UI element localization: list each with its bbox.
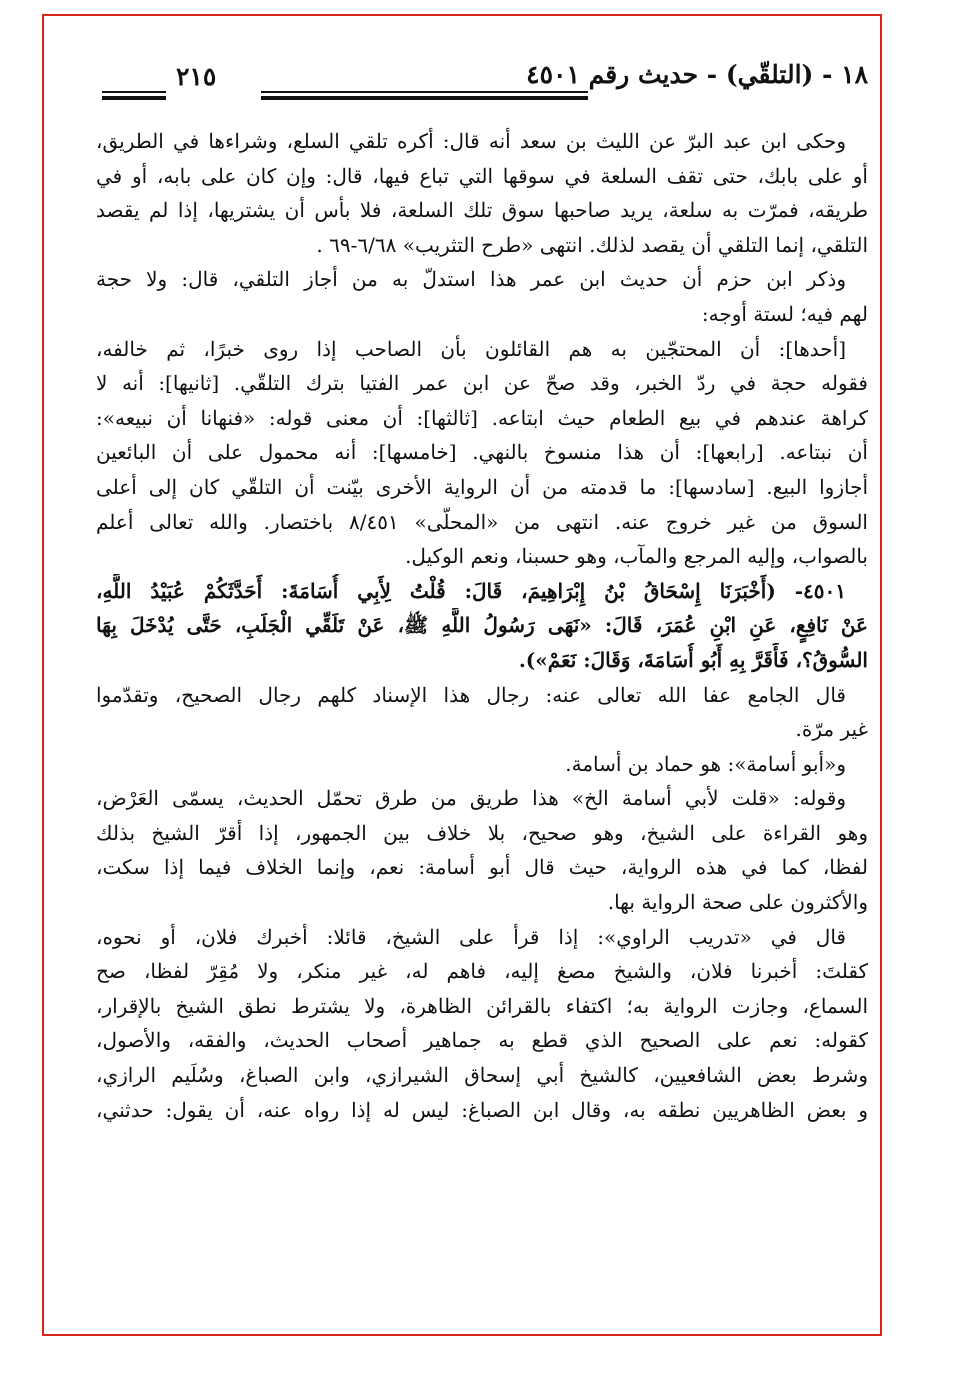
text-line: و«أبو أسامة»: هو حماد بن أسامة. (565, 751, 846, 776)
text-line: لهم فيه؛ لستة أوجه: (701, 301, 868, 326)
text-line: [أحدها]: أن المحتجّين به هم القائلون بأن الصاحب إذا روى خبرًا، ثم خالفه، (96, 336, 846, 361)
text-line: قال في «تدريب الراوي»: إذا قرأ على الشيخ، قائلا: أخبرك فلان، أو نحوه، (96, 924, 846, 949)
header-rule (261, 91, 588, 100)
text-line: التلقي، إنما التلقي أن يقصد لذلك. انتهى «طرح التثريب» ٦/٦٨-٦٩ . (316, 232, 868, 257)
page-number-rule (102, 91, 166, 100)
text-line: وهو القراءة على الشيخ، وهو صحيح، بلا خلاف بين الجمهور، إذا أقرّ الشيخ بذلك (96, 820, 868, 845)
text-line: لفظا، كما في هذه الرواية، حيث قال أبو أسامة: نعم، وإنما الخلاف فيما إذا سكت، (96, 855, 868, 880)
page-body (96, 124, 868, 1127)
text-line: وشرط بعض الشافعيين، كالشيخ أبي إسحاق الشيرازي، وابن الصباغ، وسُلَيم الرازي، (96, 1063, 868, 1088)
text-line: و بعض الظاهريين نطقه به، وقال ابن الصباغ: ليس له إذا رواه عنه، أن يقول: حدثني، (96, 1097, 868, 1122)
text-line: أجازوا البيع. [سادسها]: ما قدمته من أن الرواية الأخرى بيّنت أن التلقّي كان إلى أعلى (96, 474, 868, 499)
text-line: قال الجامع عفا الله تعالى عنه: رجال هذا الإسناد كلهم رجال الصحيح، وتقدّموا (96, 682, 846, 707)
hadith-line: عَنْ نَافِعٍ، عَنِ ابْنِ عُمَرَ، قَالَ: «نَهَى رَسُولُ اللَّهِ ﷺ، عَنْ تَلَقِّي الْجَلَبِ، حَتَّى يُدْخَلَ بِهَا (96, 613, 868, 638)
hadith-line: السُّوقُ؟، فَأَقَرَّ بِهِ أَبُو أُسَامَةَ، وَقَالَ: نَعَمْ»). (518, 647, 868, 672)
text-line: أو على بابك، حتى تقف السلعة في سوقها التي تباع فيها، قال: وإن كان على بابه، أو في (96, 163, 868, 188)
hadith-line: ٤٥٠١- (أَخْبَرَنَا إِسْحَاقُ بْنُ إِبْرَاهِيمَ، قَالَ: قُلْتُ لِأَبِي أُسَامَةَ: أَحَدَّثَكُمْ عُبَيْدُ اللَّهِ، (96, 578, 846, 603)
text-line: وذكر ابن حزم أن حديث ابن عمر هذا استدلّ به من أجاز التلقي، قال: ولا حجة (96, 267, 846, 292)
page-number: ٢١٥ (176, 62, 217, 91)
text-line: وقوله: «قلت لأبي أسامة الخ» هذا طريق من طرق تحمّل الحديث، يسمّى العَرْض، (96, 786, 846, 811)
text-line: والأكثرون على صحة الرواية بها. (607, 890, 868, 915)
text-line: كقلتَ: أخبرنا فلان، والشيخ مصغ إليه، فاهم له، غير منكر، ولا مُقِرّ لفظا، صح (96, 959, 868, 984)
text-line: فقوله حجة في ردّ الخبر، وقد صحّ عن ابن عمر الفتيا بترك التلقّي. [ثانيها]: أنه لا (96, 371, 868, 396)
text-line: أن نبتاعه. [رابعها]: أن هذا منسوخ بالنهي. [خامسها]: أنه محمول على أن البائعين (96, 440, 868, 465)
text-line: السوق من غير خروج عنه. انتهى من «المحلّى» ٨/٤٥١ باختصار. والله تعالى أعلم (96, 509, 868, 534)
text-line: كراهة عندهم في بيع الطعام حيث ابتاعه. [ثالثها]: أن معنى قوله: «فنهانا أن نبيعه»: (96, 405, 868, 430)
text-line: وحكى ابن عبد البرّ عن الليث بن سعد أنه قال: أكره تلقي السلع، وشراءها في الطريق، (96, 129, 846, 153)
book-page (96, 52, 868, 1324)
text-line: بالصواب، وإليه المرجع والمآب، وهو حسبنا، ونعم الوكيل. (405, 544, 868, 569)
text-line: كقوله: نعم على الصحيح الذي قطع به جماهير أصحاب الحديث، والفقه، والأصول، (96, 1028, 868, 1053)
text-line: طريقه، فمرّت به سلعة، يريد صاحبها سوق تلك السلعة، فلا بأس أن يشتريها، إذا لم يقصد (96, 198, 868, 223)
text-line: السماع، وجازت الرواية به؛ اكتفاء بالقرائن الظاهرة، ولا يشترط نطق الشيخ بالإقرار، (96, 993, 868, 1018)
running-title: ١٨ - (التلقّي) - حديث رقم ٤٥٠١ (526, 60, 868, 89)
text-line: غير مرّة. (795, 717, 868, 742)
page-header (96, 52, 868, 104)
